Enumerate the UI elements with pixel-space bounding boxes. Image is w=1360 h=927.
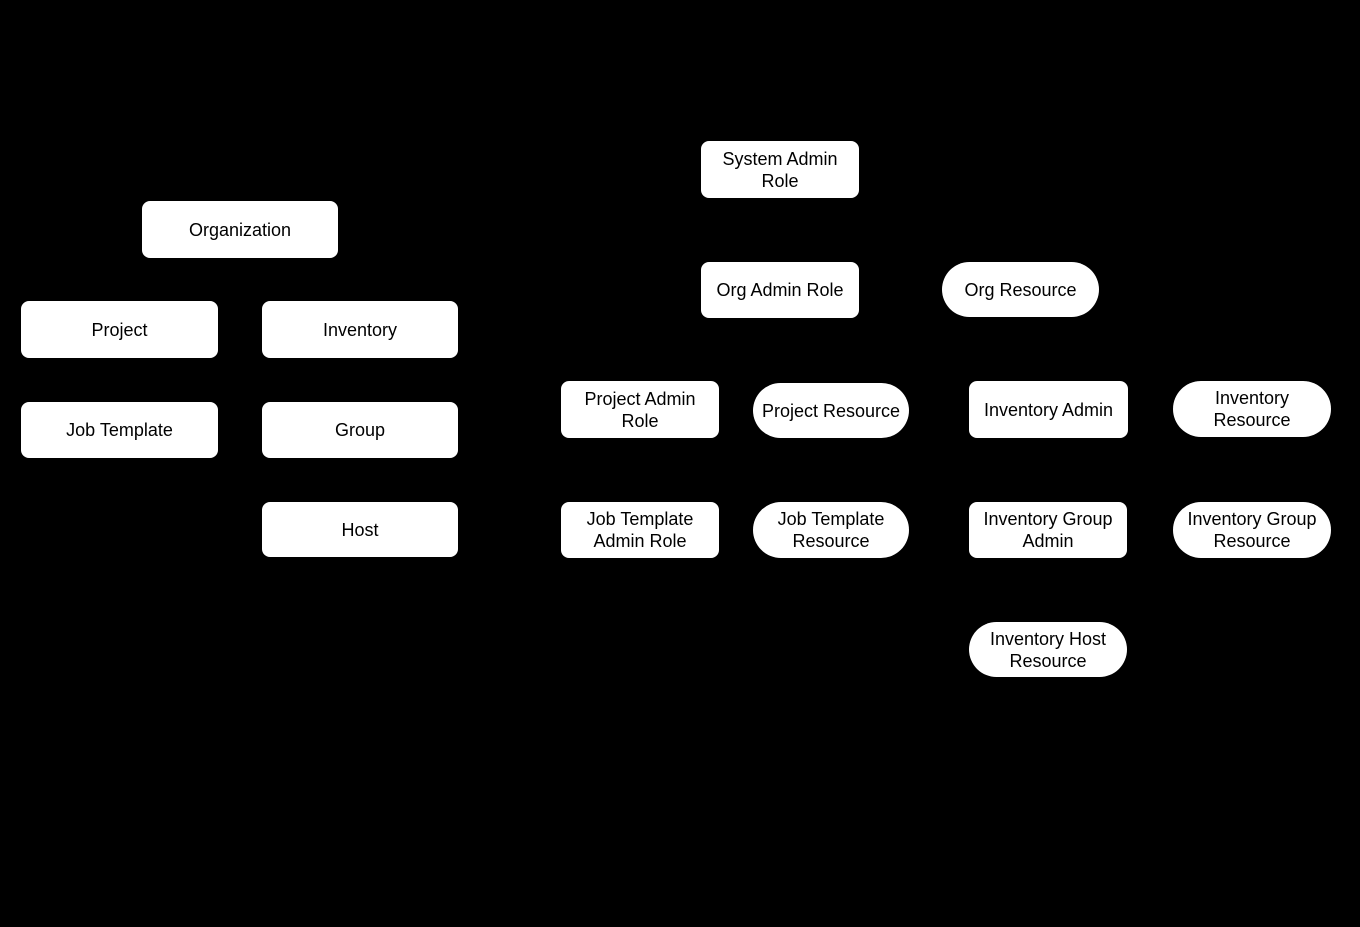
diagram-node-job-template-admin-role: [561, 502, 719, 558]
diagram-node-label-line: Resource: [1009, 650, 1087, 671]
diagram-node-label-line: Resource: [1213, 410, 1291, 430]
diagram-node-label-line: Inventory Group: [983, 509, 1113, 529]
diagram-node-org-resource: [942, 262, 1099, 317]
diagram-node-label-line: Org Admin Role: [716, 280, 844, 300]
diagram-node-job-template-resource: [753, 502, 909, 558]
diagram-node-label-line: Job Template: [66, 420, 173, 440]
diagram-node-label-line: Organization: [188, 219, 292, 240]
diagram-node-label-line: Inventory Group: [1187, 509, 1317, 529]
diagram-node-inventory-host-resource: [969, 622, 1127, 677]
diagram-node-organization: [142, 201, 338, 258]
diagram-node-label-line: Job Template: [586, 509, 694, 529]
diagram-node-project: [21, 301, 218, 358]
diagram-node-label-line: Role: [761, 170, 799, 191]
diagram-node-group: [262, 402, 458, 458]
diagram-node-label-line: Project Resource: [761, 400, 901, 421]
diagram-node-label-line: Resource: [1213, 531, 1291, 551]
diagram-node-label-line: System Admin: [722, 148, 838, 169]
diagram-node-label-line: Resource: [792, 531, 870, 551]
diagram-node-inventory: [262, 301, 458, 358]
diagram-node-inventory-group-resource: [1173, 502, 1331, 558]
diagram-node-label-line: Inventory Host: [989, 628, 1107, 649]
diagram-node-project-resource: [753, 383, 909, 438]
diagram-node-system-admin-role: [701, 141, 859, 198]
diagram-node-label-line: Inventory: [1214, 388, 1290, 408]
diagram-node-label-line: Group: [334, 420, 386, 440]
diagram-node-label-line: Host: [341, 519, 379, 540]
diagram-node-label-line: Project Admin: [584, 388, 696, 409]
diagram-node-job-template: [21, 402, 218, 458]
diagram-node-label-line: Inventory Admin: [983, 399, 1114, 420]
diagram-node-label-line: Job Template: [777, 509, 885, 529]
diagram-node-label-line: Inventory: [322, 319, 398, 340]
diagram-node-project-admin-role: [561, 381, 719, 438]
diagram-node-label-line: Project: [91, 319, 148, 340]
diagram-node-inventory-group-admin: [969, 502, 1127, 558]
diagram-node-org-admin-role: [701, 262, 859, 318]
diagram-node-label-line: Org Resource: [964, 279, 1077, 300]
diagram-node-host: [262, 502, 458, 557]
diagram-node-label-line: Admin Role: [593, 531, 687, 551]
diagram-node-inventory-resource: [1173, 381, 1331, 437]
diagram-node-inventory-admin: [969, 381, 1128, 438]
diagram-node-label-line: Admin: [1022, 531, 1074, 551]
diagram-node-label-line: Role: [621, 410, 659, 431]
